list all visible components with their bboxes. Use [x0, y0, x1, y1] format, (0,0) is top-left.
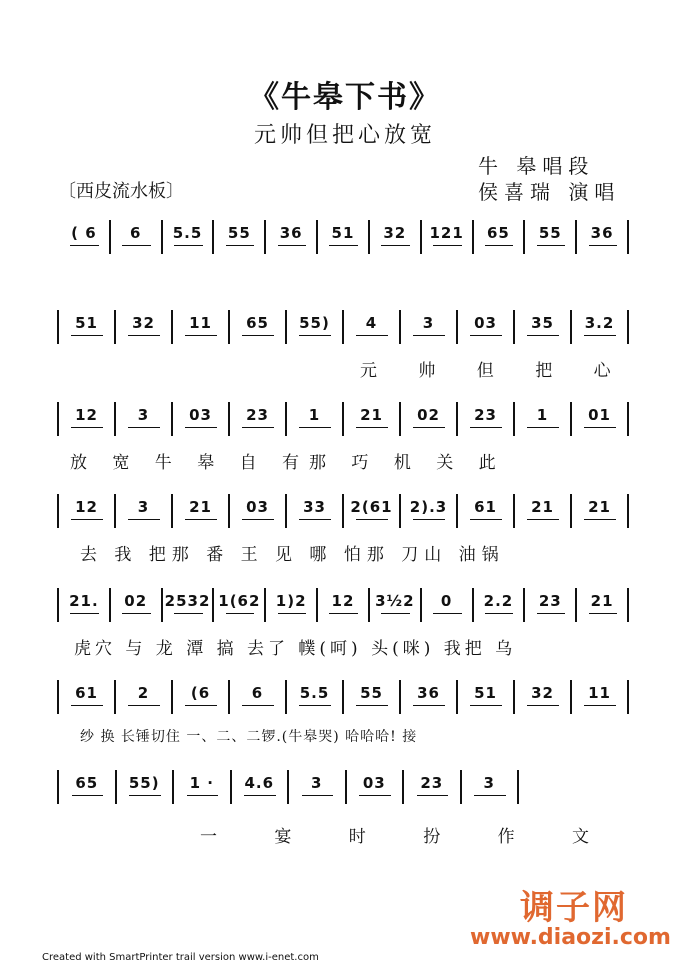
- measure-notes: 2).3: [409, 498, 448, 516]
- credit-singer: 侯喜瑞 演唱: [478, 180, 621, 204]
- lyric-text: 虎穴 与 龙 潭 搞 去了 幞(呵) 头(咪) 我把 乌: [74, 639, 517, 659]
- bar-line: [342, 402, 344, 436]
- beat-underline: [174, 613, 203, 614]
- credit-aria: 牛 皋唱段: [478, 154, 595, 178]
- beat-underline: [413, 705, 444, 706]
- bar-line: [161, 220, 163, 254]
- measure-notes: 36: [279, 224, 303, 242]
- beat-underline: [70, 245, 99, 246]
- measure-notes: 11: [588, 684, 611, 702]
- bar-line: [627, 220, 629, 254]
- measure-notes: 55): [128, 774, 160, 792]
- measure-notes: 3: [311, 774, 323, 792]
- beat-underline: [470, 519, 501, 520]
- beat-underline: [71, 705, 102, 706]
- measure-notes: 6: [130, 224, 142, 242]
- beat-underline: [278, 245, 307, 246]
- bar-line: [399, 310, 401, 344]
- bar-line: [316, 220, 318, 254]
- bar-line: [171, 402, 173, 436]
- measure-notes: 1)2: [275, 592, 307, 610]
- bar-line: [368, 220, 370, 254]
- beat-underline: [413, 427, 444, 428]
- bar-line: [399, 494, 401, 528]
- bar-line: [513, 310, 515, 344]
- bar-line: [402, 770, 404, 804]
- bar-line: [57, 494, 59, 528]
- beat-underline: [71, 335, 102, 336]
- bar-line: [57, 310, 59, 344]
- bar-line: [575, 588, 577, 622]
- measure-notes: 61: [75, 684, 98, 702]
- bar-line: [342, 680, 344, 714]
- lyric-text: 放 宽 牛 皋 自 有那 巧 机 关 此: [70, 453, 506, 473]
- lyrics-line-3: [60, 540, 630, 564]
- beat-underline: [356, 705, 387, 706]
- measure-notes: 51: [474, 684, 497, 702]
- measure-notes: 55: [360, 684, 383, 702]
- score-row-7: [60, 770, 630, 802]
- measure-notes: 21: [531, 498, 554, 516]
- bar-line: [575, 220, 577, 254]
- beat-underline: [485, 245, 514, 246]
- measure-notes: 4: [365, 314, 378, 332]
- beat-underline: [433, 245, 462, 246]
- bar-line: [456, 310, 458, 344]
- score-row-4: [60, 494, 630, 526]
- beat-underline: [71, 427, 102, 428]
- beat-underline: [299, 519, 330, 520]
- bar-line: [285, 310, 287, 344]
- measure-notes: 65: [487, 224, 510, 242]
- measure-notes: 3: [137, 498, 150, 516]
- bar-line: [570, 680, 572, 714]
- beat-underline: [470, 335, 501, 336]
- measure-notes: 1(62: [218, 592, 261, 610]
- bar-line: [523, 588, 525, 622]
- bar-line: [212, 220, 214, 254]
- bar-line: [513, 402, 515, 436]
- beat-underline: [302, 795, 334, 796]
- bar-line: [228, 494, 230, 528]
- bar-line: [472, 220, 474, 254]
- footer-credit: Created with SmartPrinter trail version www.i-enet.com: [42, 952, 319, 963]
- bar-line: [627, 494, 629, 528]
- measure-notes: 12: [75, 406, 98, 424]
- measure-notes: 3: [137, 406, 150, 424]
- measure-notes: 35: [531, 314, 554, 332]
- bar-line: [171, 680, 173, 714]
- bar-line: [57, 770, 59, 804]
- beat-underline: [128, 335, 159, 336]
- measure-notes: 01: [588, 406, 611, 424]
- beat-underline: [527, 705, 558, 706]
- beat-underline: [470, 427, 501, 428]
- bar-line: [114, 494, 116, 528]
- bar-line: [171, 494, 173, 528]
- lyric-text: 去 我 把那 番 王 见 哪 怕那 刀山 油锅: [80, 545, 505, 565]
- lyric-text: 一 宴 时 扮 作 文: [200, 827, 616, 847]
- measure-notes: 5.5: [172, 224, 203, 242]
- measure-notes: 23: [538, 592, 562, 610]
- lyrics-line-4: [60, 634, 630, 658]
- beat-underline: [242, 519, 273, 520]
- measure-notes: 3: [422, 314, 435, 332]
- bar-line: [285, 494, 287, 528]
- beat-underline: [329, 245, 358, 246]
- bar-line: [264, 588, 266, 622]
- bar-line: [513, 494, 515, 528]
- bar-line: [228, 680, 230, 714]
- lyric-text: 纱 换 长锤切住 一、二、二锣.(牛皋哭) 哈哈哈! 接: [80, 729, 418, 745]
- measure-notes: 21: [189, 498, 212, 516]
- beat-underline: [299, 335, 330, 336]
- beat-underline: [71, 519, 102, 520]
- beat-underline: [359, 795, 391, 796]
- bar-line: [517, 770, 519, 804]
- beat-underline: [527, 335, 558, 336]
- beat-underline: [122, 245, 151, 246]
- measure-notes: 65: [75, 774, 99, 792]
- measure-notes: 2.2: [483, 592, 514, 610]
- score-row-3: [60, 402, 630, 434]
- measure-notes: 61: [474, 498, 497, 516]
- measure-notes: 51: [75, 314, 98, 332]
- bar-line: [57, 680, 59, 714]
- beat-underline: [226, 613, 255, 614]
- beat-underline: [299, 705, 330, 706]
- bar-line: [264, 220, 266, 254]
- beat-underline: [485, 613, 514, 614]
- measure-notes: 55): [299, 314, 330, 332]
- score-row-2: [60, 310, 630, 342]
- bar-line: [109, 220, 111, 254]
- beat-underline: [417, 795, 449, 796]
- measure-notes: 1: [308, 406, 321, 424]
- measure-notes: 21: [588, 498, 611, 516]
- measure-notes: 12: [75, 498, 98, 516]
- measure-notes: 23: [246, 406, 269, 424]
- beat-underline: [413, 519, 444, 520]
- beat-underline: [527, 519, 558, 520]
- measure-notes: 03: [474, 314, 497, 332]
- measure-notes: 23: [474, 406, 497, 424]
- beat-underline: [413, 335, 444, 336]
- measure-notes: 32: [132, 314, 155, 332]
- beat-underline: [584, 335, 615, 336]
- bar-line: [420, 588, 422, 622]
- bar-line: [115, 770, 117, 804]
- bar-line: [460, 770, 462, 804]
- measure-notes: 2: [137, 684, 150, 702]
- beat-underline: [589, 245, 618, 246]
- beat-underline: [185, 427, 216, 428]
- bar-line: [285, 680, 287, 714]
- watermark-logo: 调子网: [520, 888, 628, 928]
- measure-notes: 1 ·: [189, 774, 214, 792]
- beat-underline: [299, 427, 330, 428]
- bar-line: [570, 310, 572, 344]
- bar-line: [342, 310, 344, 344]
- bar-line: [570, 494, 572, 528]
- bar-line: [228, 310, 230, 344]
- measure-notes: 33: [303, 498, 326, 516]
- lyrics-line-2: [60, 448, 630, 472]
- beat-underline: [185, 519, 216, 520]
- beat-underline: [584, 705, 615, 706]
- beat-underline: [185, 335, 216, 336]
- beat-underline: [128, 519, 159, 520]
- bar-line: [114, 310, 116, 344]
- measure-notes: 11: [189, 314, 212, 332]
- beat-underline: [537, 245, 566, 246]
- bar-line: [230, 770, 232, 804]
- measure-notes: 02: [417, 406, 440, 424]
- score-row-5: [60, 588, 630, 620]
- beat-underline: [278, 613, 307, 614]
- measure-notes: 21: [360, 406, 383, 424]
- beat-underline: [589, 613, 618, 614]
- measure-notes: 6: [251, 684, 264, 702]
- mode-label: 〔西皮流水板〕: [58, 181, 184, 202]
- bar-line: [399, 402, 401, 436]
- beat-underline: [128, 427, 159, 428]
- bar-line: [285, 402, 287, 436]
- measure-notes: 36: [590, 224, 614, 242]
- beat-underline: [129, 795, 161, 796]
- beat-underline: [128, 705, 159, 706]
- beat-underline: [433, 613, 462, 614]
- bar-line: [287, 770, 289, 804]
- bar-line: [172, 770, 174, 804]
- bar-line: [456, 494, 458, 528]
- lyrics-line-6: [60, 822, 630, 846]
- measure-notes: 32: [531, 684, 554, 702]
- beat-underline: [72, 795, 104, 796]
- measure-notes: 51: [331, 224, 355, 242]
- watermark-url: www.diaozi.com: [470, 925, 671, 950]
- bar-line: [513, 680, 515, 714]
- bar-line: [161, 588, 163, 622]
- measure-notes: 02: [124, 592, 148, 610]
- bar-line: [114, 402, 116, 436]
- bar-line: [57, 588, 59, 622]
- measure-notes: 03: [189, 406, 212, 424]
- lyrics-line-5: [60, 726, 630, 750]
- measure-notes: 4.6: [244, 774, 275, 792]
- measure-notes: 36: [417, 684, 440, 702]
- measure-notes: (6: [190, 684, 211, 702]
- beat-underline: [584, 427, 615, 428]
- bar-line: [114, 680, 116, 714]
- measure-notes: ( 6: [71, 224, 97, 242]
- beat-underline: [226, 245, 255, 246]
- bar-line: [456, 402, 458, 436]
- measure-notes: 3.2: [584, 314, 615, 332]
- page-title: 《牛皋下书》: [249, 80, 441, 115]
- beat-underline: [185, 705, 216, 706]
- beat-underline: [381, 245, 410, 246]
- bar-line: [627, 310, 629, 344]
- bar-line: [316, 588, 318, 622]
- bar-line: [109, 588, 111, 622]
- bar-line: [342, 494, 344, 528]
- bar-line: [228, 402, 230, 436]
- beat-underline: [329, 613, 358, 614]
- subtitle: 元帅但把心放宽: [253, 123, 436, 148]
- beat-underline: [356, 335, 387, 336]
- beat-underline: [527, 427, 558, 428]
- beat-underline: [470, 705, 501, 706]
- measure-notes: 03: [362, 774, 386, 792]
- measure-notes: 1: [536, 406, 549, 424]
- bar-line: [456, 680, 458, 714]
- beat-underline: [242, 427, 273, 428]
- measure-notes: 12: [331, 592, 355, 610]
- measure-notes: 0: [440, 592, 453, 610]
- measure-notes: 32: [383, 224, 407, 242]
- measure-notes: 21: [590, 592, 614, 610]
- measure-notes: 3: [483, 774, 495, 792]
- bar-line: [472, 588, 474, 622]
- measure-notes: 03: [246, 498, 269, 516]
- beat-underline: [356, 519, 387, 520]
- score-row-6: [60, 680, 630, 712]
- bar-line: [627, 680, 629, 714]
- bar-line: [345, 770, 347, 804]
- beat-underline: [242, 705, 273, 706]
- score-row-1: [60, 220, 630, 252]
- lyric-text: 元 帅 但 把 心: [360, 361, 629, 381]
- measure-notes: 65: [246, 314, 269, 332]
- beat-underline: [242, 335, 273, 336]
- lyrics-line-1: [60, 356, 630, 380]
- beat-underline: [70, 613, 99, 614]
- bar-line: [570, 402, 572, 436]
- beat-underline: [187, 795, 219, 796]
- beat-underline: [474, 795, 506, 796]
- bar-line: [368, 588, 370, 622]
- measure-notes: 3½2: [375, 592, 415, 610]
- beat-underline: [537, 613, 566, 614]
- measure-notes: 5.5: [299, 684, 330, 702]
- bar-line: [171, 310, 173, 344]
- beat-underline: [122, 613, 151, 614]
- measure-notes: 21.: [69, 592, 99, 610]
- measure-notes: 23: [420, 774, 444, 792]
- beat-underline: [584, 519, 615, 520]
- measure-notes: 2(61: [350, 498, 393, 516]
- bar-line: [627, 588, 629, 622]
- beat-underline: [174, 245, 203, 246]
- bar-line: [399, 680, 401, 714]
- beat-underline: [244, 795, 276, 796]
- bar-line: [420, 220, 422, 254]
- measure-notes: 121: [429, 224, 464, 242]
- measure-notes: 2532: [164, 592, 211, 610]
- bar-line: [627, 402, 629, 436]
- measure-notes: 55: [227, 224, 251, 242]
- bar-line: [212, 588, 214, 622]
- bar-line: [57, 402, 59, 436]
- bar-line: [523, 220, 525, 254]
- measure-notes: 55: [538, 224, 562, 242]
- beat-underline: [381, 613, 410, 614]
- beat-underline: [356, 427, 387, 428]
